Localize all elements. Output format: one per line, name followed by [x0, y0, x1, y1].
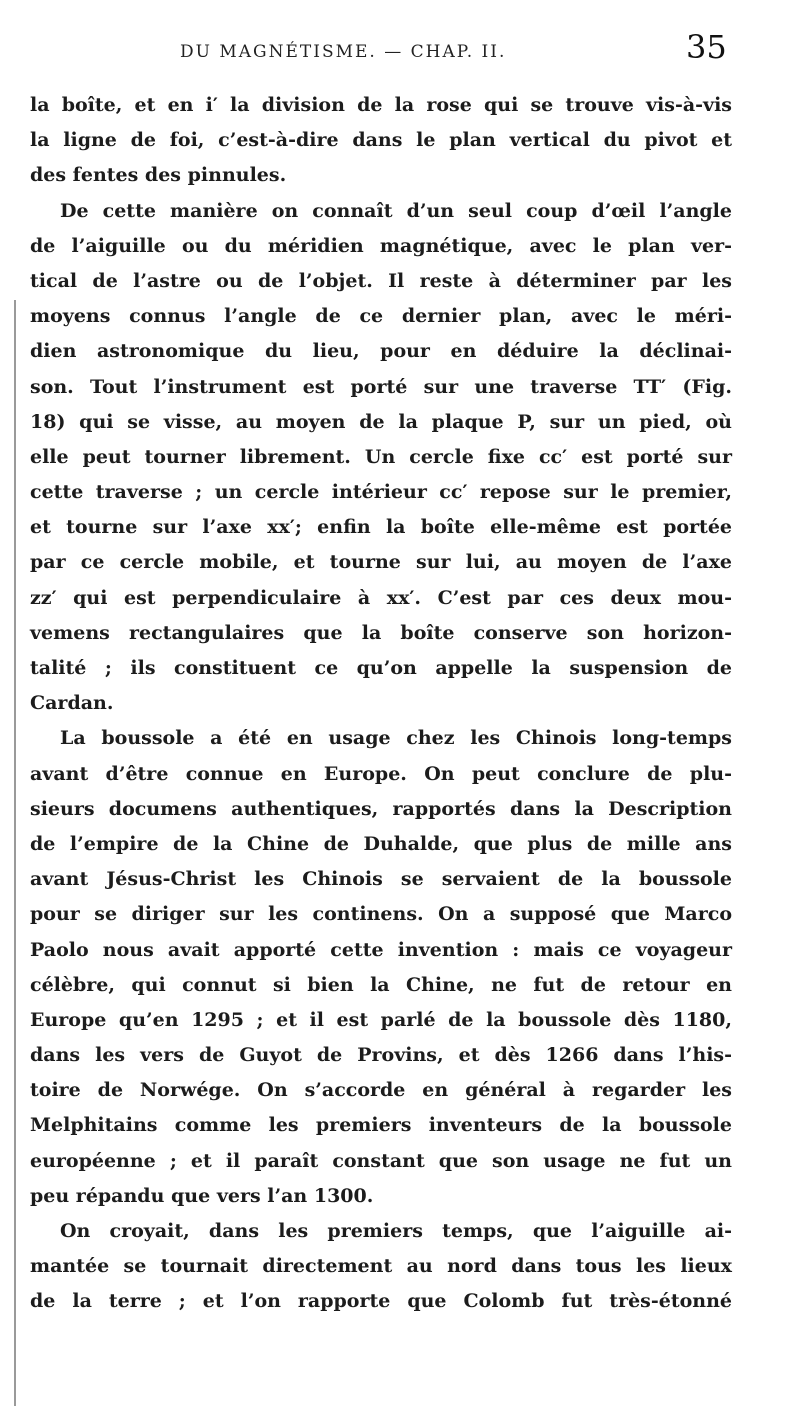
text-line: De cette manière on connaît d’un seul coup d’œil l’angle	[60, 199, 732, 222]
text-line: talité ; ils constituent ce qu’on appelle la suspension de	[30, 657, 732, 679]
body-text	[30, 88, 732, 1320]
running-head	[0, 22, 800, 82]
text-line: La boussole a été en usage chez les Chinois long-temps	[60, 727, 732, 750]
text-line: pour se diriger sur les continens. On a supposé que Marco	[30, 903, 732, 926]
text-line: peu répandu que vers l’an 1300.	[30, 1184, 374, 1207]
page-edge-shadow	[14, 300, 16, 1406]
text-line: Europe qu’en 1295 ; et il est parlé de la boussole dès 1180,	[30, 1008, 732, 1031]
text-line: et tourne sur l’axe xx′; enfin la boîte elle-même est portée	[30, 516, 732, 539]
text-line: la boîte, et en i′ la division de la rose qui se trouve vis-à-vis	[30, 94, 732, 116]
text-line: zz′ qui est perpendiculaire à xx′. C’est par ces deux mou-	[30, 586, 732, 609]
text-line: de l’empire de la Chine de Duhalde, que plus de mille ans	[30, 832, 732, 855]
text-line: avant d’être connue en Europe. On peut conclure de plu-	[30, 762, 732, 785]
text-line: moyens connus l’angle de ce dernier plan, avec le méri-	[30, 305, 732, 328]
text-line: Cardan.	[30, 692, 114, 715]
text-line: sieurs documens authentiques, rapportés dans la Description	[30, 797, 732, 820]
text-line: cette traverse ; un cercle intérieur cc′ repose sur le premier,	[30, 481, 732, 504]
text-line: Paolo nous avait apporté cette invention : mais ce voyageur	[30, 938, 732, 961]
text-line: vemens rectangulaires que la boîte conserve son horizon-	[30, 621, 732, 644]
text-line: des fentes des pinnules.	[30, 164, 287, 187]
text-line: tical de l’astre ou de l’objet. Il reste à déterminer par les	[30, 269, 732, 292]
text-line: célèbre, qui connut si bien la Chine, ne fut de retour en	[30, 973, 732, 996]
text-line: On croyait, dans les premiers temps, que l’aiguille ai-	[60, 1220, 732, 1242]
text-line: elle peut tourner librement. Un cercle fixe cc′ est porté sur	[30, 445, 732, 468]
text-line: de la terre ; et l’on rapporte que Colomb fut très-étonné	[30, 1290, 732, 1313]
text-line: la ligne de foi, c’est-à-dire dans le plan vertical du pivot et	[30, 129, 732, 152]
page-number: 35	[686, 28, 727, 66]
text-line: avant Jésus-Christ les Chinois se servaient de la boussole	[30, 868, 732, 891]
text-line: européenne ; et il paraît constant que son usage ne fut un	[30, 1149, 732, 1172]
text-line: son. Tout l’instrument est porté sur une traverse TT′ (Fig.	[30, 375, 732, 398]
text-line: toire de Norwége. On s’accorde en général à regarder les	[30, 1079, 732, 1102]
text-line: Melphitains comme les premiers inventeurs de la boussole	[30, 1114, 732, 1137]
running-title: DU MAGNÉTISME. — CHAP. II.	[180, 42, 507, 62]
text-line: 18) qui se visse, au moyen de la plaque P, sur un pied, où	[30, 410, 732, 433]
text-line: par ce cercle mobile, et tourne sur lui, au moyen de l’axe	[30, 551, 732, 574]
text-line: de l’aiguille ou du méridien magnétique, avec le plan ver-	[30, 234, 732, 257]
text-line: dans les vers de Guyot de Provins, et dès 1266 dans l’his-	[30, 1044, 732, 1067]
text-line: mantée se tournait directement au nord dans tous les lieux	[30, 1255, 732, 1278]
text-line: dien astronomique du lieu, pour en déduire la déclinai-	[30, 340, 732, 363]
